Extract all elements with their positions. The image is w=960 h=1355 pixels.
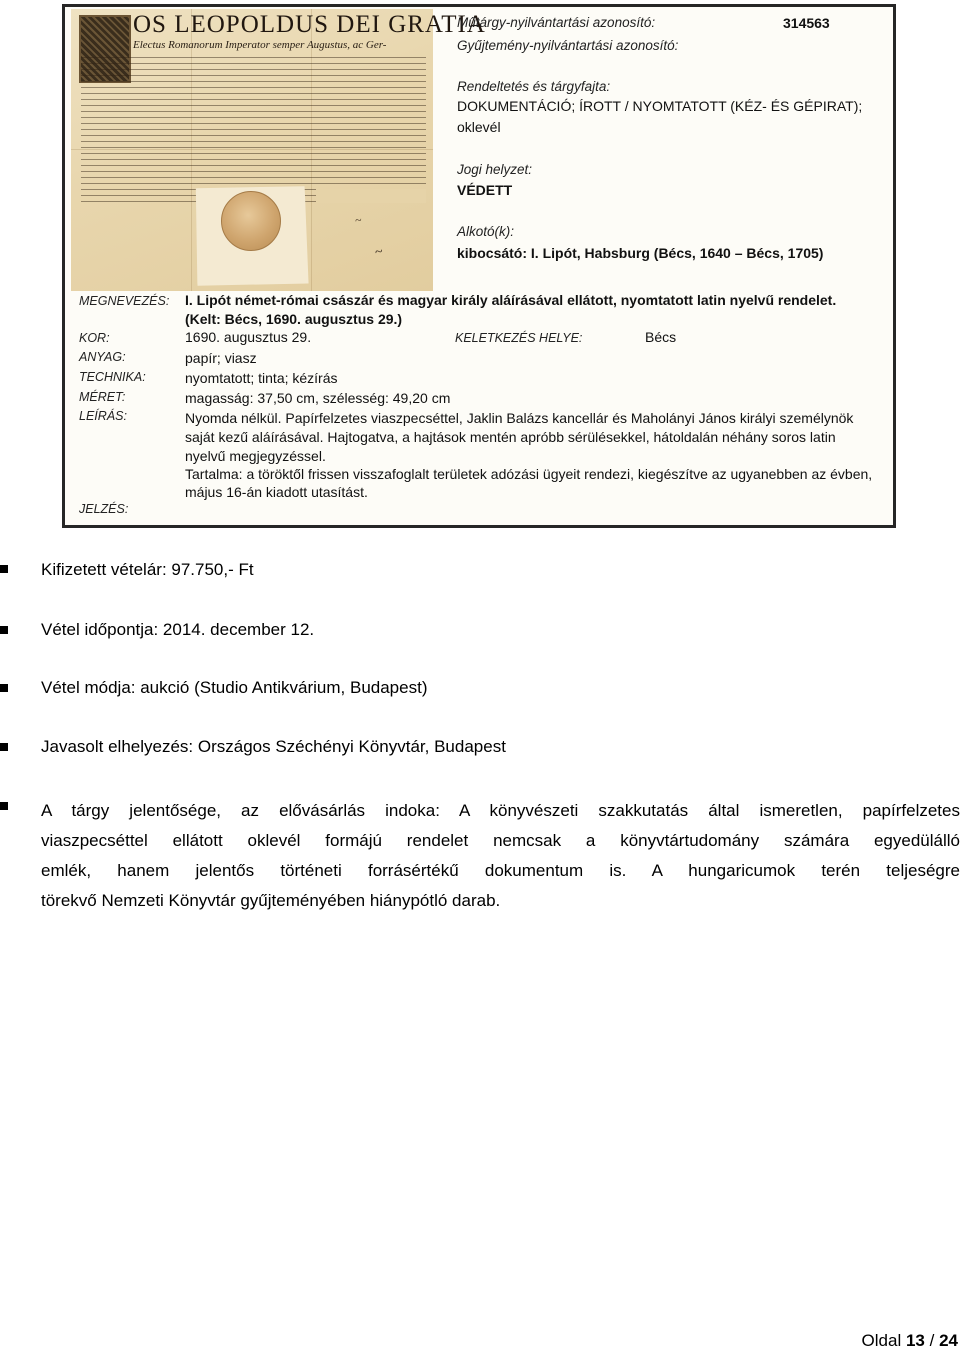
- signature-mark: ~: [373, 244, 384, 261]
- page-label: Oldal: [861, 1331, 902, 1350]
- purpose-label: Rendeltetés és tárgyfajta:: [457, 79, 611, 94]
- mark-label: JELZÉS:: [79, 502, 129, 516]
- technique-label: TECHNIKA:: [79, 370, 146, 384]
- creators-label: Alkotó(k):: [457, 224, 515, 239]
- purpose-value-2: oklevél: [457, 119, 501, 135]
- registry-id-label: Műtárgy-nyilvántartási azonosító:: [457, 15, 656, 30]
- description-line: Tartalma: a töröktől frissen visszafoglalt területek adózási ügyeit rendezi, kiegészítve az ugyanebben az évben,: [185, 466, 873, 482]
- purchase-method: Vétel módja: aukció (Studio Antikvárium, Budapest): [41, 678, 428, 697]
- document-subline: Electus Romanorum Imperator semper Augustus, ac Ger-: [133, 39, 387, 51]
- date-label: KOR:: [79, 331, 110, 345]
- legal-status-value: VÉDETT: [457, 182, 513, 198]
- date-value: 1690. augusztus 29.: [185, 329, 312, 345]
- significance-paragraph: [41, 801, 960, 916]
- name-value: I. Lipót német-római császár és magyar király aláírásával ellátott, nyomtatott latin nyelvű rendelet.: [185, 292, 837, 308]
- registry-id-value: 314563: [783, 15, 830, 31]
- bullet-marker: [0, 802, 8, 810]
- size-label: MÉRET:: [79, 390, 126, 404]
- page-total: 24: [939, 1331, 958, 1350]
- description-label: LEÍRÁS:: [79, 409, 127, 423]
- material-value: papír; viasz: [185, 350, 257, 366]
- description-line: saját kezű aláírásával. Hajtogatva, a hajtások mentén apróbb sérülésekkel, hátoldalán néhány soros latin: [185, 429, 836, 445]
- purpose-value: DOKUMENTÁCIÓ; ÍROTT / NYOMTATOTT (KÉZ- ÉS GÉPIRAT);: [457, 98, 863, 114]
- paragraph-line: A tárgy jelentősége, az elővásárlás indoka: A könyvészeti szakkutatás által ismeretlen, papírfelzetes: [41, 801, 960, 820]
- purchase-date: Vétel időpontja: 2014. december 12.: [41, 620, 315, 639]
- document-text-block: [81, 53, 426, 203]
- bullet-marker: [0, 565, 8, 573]
- origin-place-label: KELETKEZÉS HELYE:: [455, 331, 583, 345]
- creators-value: kibocsátó: I. Lipót, Habsburg (Bécs, 1640 – Bécs, 1705): [457, 245, 824, 261]
- description-line: május 16-án kiadott utasítást.: [185, 484, 368, 500]
- size-value: magasság: 37,50 cm, szélesség: 49,20 cm: [185, 390, 451, 406]
- collection-id-label: Gyűjtemény-nyilvántartási azonosító:: [457, 38, 679, 53]
- paragraph-line: emlék, hanem jelentős történeti forrásértékű dokumentum is. A hungaricumok terén teljeségre: [41, 861, 960, 880]
- bullet-marker: [0, 626, 8, 634]
- registry-card: [62, 4, 896, 528]
- name-label: MEGNEVEZÉS:: [79, 294, 170, 308]
- signature-mark: ~: [354, 212, 363, 228]
- page-current: 13: [905, 1331, 925, 1350]
- material-label: ANYAG:: [79, 350, 126, 364]
- legal-status-label: Jogi helyzet:: [457, 162, 533, 177]
- bullet-marker: [0, 684, 8, 692]
- description-line: Nyomda nélkül. Papírfelzetes viaszpecséttel, Jaklin Balázs kancellár és Maholányi János királyi személynök: [185, 410, 854, 426]
- wax-seal-image: [221, 191, 281, 251]
- paragraph-line: törekvő Nemzeti Könyvtár gyűjteményében hiánypótló darab.: [41, 891, 501, 910]
- technique-value: nyomtatott; tinta; kézírás: [185, 370, 338, 386]
- document-heading: OS LEOPOLDUS DEI GRATIA: [133, 11, 486, 38]
- suggested-location: Javasolt elhelyezés: Országos Széchényi Könyvtár, Budapest: [41, 737, 506, 756]
- purchase-price: Kifizetett vételár: 97.750,- Ft: [41, 560, 254, 579]
- name-value-2: (Kelt: Bécs, 1690. augusztus 29.): [185, 311, 403, 327]
- page-footer: [862, 1331, 958, 1351]
- paragraph-line: viaszpecséttel ellátott oklevél formájú rendelet nemcsak a könyvtártudomány számára egyedülálló: [41, 831, 960, 850]
- description-line: nyelvű megjegyzéssel.: [185, 448, 326, 464]
- page-separator: /: [929, 1331, 935, 1350]
- bullet-marker: [0, 743, 8, 751]
- origin-place-value: Bécs: [645, 329, 677, 345]
